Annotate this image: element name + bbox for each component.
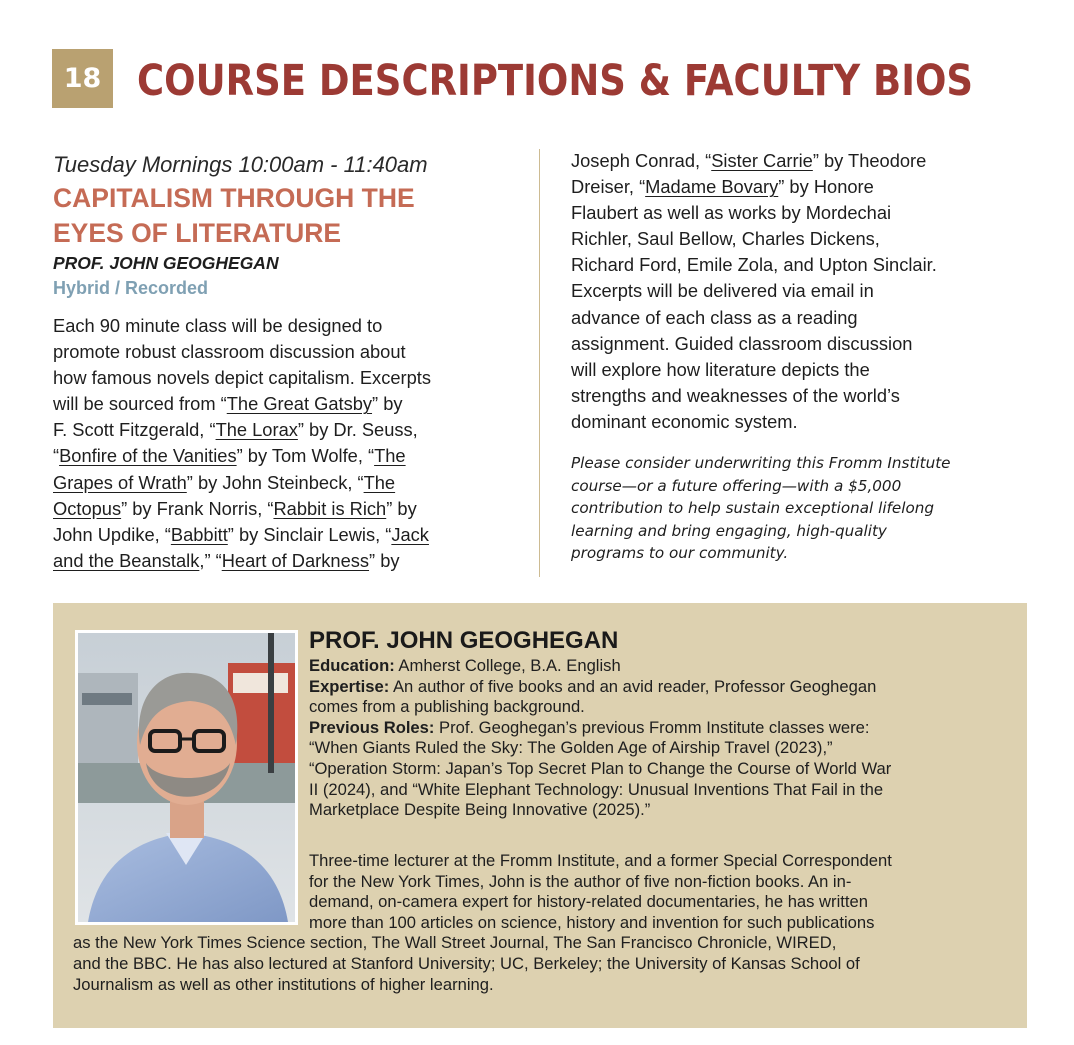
book-title: Rabbit is Rich: [273, 497, 387, 519]
description-line: [571, 252, 1021, 278]
book-title: Madame Bovary: [645, 176, 779, 198]
roles-line: Marketplace Despite Being Innovative (2025).”: [309, 800, 651, 820]
description-line: [53, 548, 523, 574]
description-line: [53, 522, 523, 548]
description-text: dominant economic system.: [571, 410, 798, 432]
bio-paragraph-line: and the BBC. He has also lectured at Stanford University; UC, Berkeley; the University of Kansas School of: [73, 953, 860, 973]
expertise-line: [309, 677, 1009, 698]
faculty-name: PROF. JOHN GEOGHEGAN: [309, 627, 619, 654]
book-title: Jack: [391, 523, 429, 545]
roles-line: [309, 718, 1009, 739]
roles-line: “When Giants Ruled the Sky: The Golden Age of Airship Travel (2023),”: [309, 738, 833, 758]
underwriting-line: learning and bring engaging, high-quality: [571, 521, 887, 540]
description-text: will be sourced from “: [53, 393, 227, 415]
course-description-right: [571, 148, 1021, 435]
description-text: Each 90 minute class will be designed to: [53, 315, 383, 336]
description-line: [53, 470, 523, 496]
description-text: “: [53, 445, 60, 467]
expertise-value: An author of five books and an avid reader, Professor Geoghegan: [389, 676, 877, 696]
education-label: Education:: [309, 656, 395, 675]
description-text: ,” “: [199, 549, 222, 571]
bio-paragraph-text: demand, on-camera expert for history-related documentaries, he has written: [309, 892, 868, 912]
bio-paragraph-line: [73, 913, 1013, 934]
bio-paragraph-line: as the New York Times Science section, The Wall Street Journal, The San Francisco Chronicle, WIRED,: [73, 933, 837, 953]
book-title: Grapes of Wrath: [53, 471, 187, 493]
underwriting-line: programs to our community.: [571, 544, 789, 563]
book-title: The: [374, 445, 406, 467]
description-text: Joseph Conrad, “: [571, 150, 712, 171]
description-line: [53, 417, 523, 443]
description-text: Dreiser, “: [571, 176, 646, 198]
description-line: [53, 391, 523, 417]
description-line: [571, 331, 1021, 357]
description-text: ” by Dr. Seuss,: [297, 419, 418, 441]
education-line: [309, 656, 1009, 677]
description-line: [571, 383, 1021, 409]
faculty-bio-box: [53, 603, 1027, 1028]
description-line: [53, 313, 523, 339]
description-text: promote robust classroom discussion about: [53, 341, 406, 363]
underwriting-line: course—or a future offering—with a $5,000: [571, 476, 902, 495]
course-title-line: EYES OF LITERATURE: [53, 218, 342, 248]
column-divider: [539, 149, 540, 577]
description-text: ” by Honore: [778, 176, 874, 198]
underwriting-line: contribution to help sustain exceptional lifelong: [571, 499, 935, 518]
description-text: Flaubert as well as works by Mordechai: [571, 202, 892, 224]
expertise-line: comes from a publishing background.: [309, 697, 585, 717]
book-title: Octopus: [53, 497, 122, 519]
description-line: [571, 278, 1021, 304]
roles-label: Previous Roles:: [309, 717, 435, 737]
bio-paragraph-line: Journalism as well as other institutions of higher learning.: [73, 974, 494, 994]
book-title: Sister Carrie: [711, 150, 813, 171]
description-line: [571, 305, 1021, 331]
description-line: [53, 365, 523, 391]
course-description-left: [53, 313, 523, 574]
description-text: Richler, Saul Bellow, Charles Dickens,: [571, 228, 880, 250]
page-number-badge: 18: [52, 49, 113, 108]
faculty-details: [309, 656, 1009, 821]
book-title: Heart of Darkness: [221, 549, 370, 571]
underwriting-note: [571, 452, 1021, 565]
roles-line: “Operation Storm: Japan’s Top Secret Plan to Change the Course of World War: [309, 758, 892, 778]
description-line: [53, 496, 523, 522]
bio-paragraph-line: [73, 872, 1013, 893]
book-title: Babbitt: [170, 523, 228, 545]
description-line: [571, 226, 1021, 252]
bio-paragraph-line: [73, 892, 1013, 913]
page-title: COURSE DESCRIPTIONS & FACULTY BIOS: [137, 56, 974, 106]
book-title: The Lorax: [215, 419, 298, 441]
description-text: how famous novels depict capitalism. Excerpts: [53, 367, 431, 389]
description-text: advance of each class as a reading: [571, 306, 858, 328]
course-title: [53, 181, 523, 251]
bio-paragraph-text: more than 100 articles on science, history and invention for such publications: [309, 912, 875, 932]
description-text: John Updike, “: [53, 523, 171, 545]
description-text: will explore how literature depicts the: [571, 358, 870, 380]
education-value: Amherst College, B.A. English: [394, 656, 621, 675]
course-format: Hybrid / Recorded: [53, 278, 209, 298]
faculty-bio-paragraph: [73, 851, 1013, 995]
book-title: and the Beanstalk: [53, 549, 200, 571]
description-text: ” by John Steinbeck, “: [186, 471, 364, 493]
course-column-right: [571, 148, 1021, 565]
book-title: Bonfire of the Vanities: [59, 445, 237, 467]
description-text: ” by Tom Wolfe, “: [236, 445, 375, 467]
course-instructor: PROF. JOHN GEOGHEGAN: [53, 253, 279, 273]
description-text: ” by: [372, 393, 403, 415]
course-title-line: CAPITALISM THROUGH THE: [53, 183, 415, 213]
description-text: ” by: [369, 549, 400, 571]
description-text: ” by Theodore: [812, 150, 927, 171]
roles-line: II (2024), and “White Elephant Technology: Unusual Inventions That Fail in the: [309, 779, 884, 799]
book-title: The: [363, 471, 396, 493]
expertise-label: Expertise:: [309, 676, 390, 696]
description-text: ” by: [386, 497, 417, 519]
description-line: [571, 357, 1021, 383]
book-title: The Great Gatsby: [226, 393, 373, 415]
description-text: strengths and weaknesses of the world’s: [571, 384, 900, 406]
description-line: [571, 174, 1021, 200]
underwriting-line: Please consider underwriting this Fromm Institute: [571, 454, 951, 473]
bio-paragraph-line: [73, 851, 1013, 872]
description-line: [571, 200, 1021, 226]
bio-paragraph-text: Three-time lecturer at the Fromm Institute, and a former Special Correspondent: [309, 851, 892, 870]
course-column-left: [53, 150, 523, 574]
roles-value: Prof. Geoghegan’s previous Fromm Institute classes were:: [434, 717, 870, 737]
description-text: assignment. Guided classroom discussion: [571, 332, 913, 354]
description-text: F. Scott Fitzgerald, “: [53, 419, 216, 441]
description-text: Richard Ford, Emile Zola, and Upton Sinclair.: [571, 254, 937, 276]
course-schedule: Tuesday Mornings 10:00am - 11:40am: [53, 152, 428, 177]
description-line: [53, 443, 523, 469]
description-line: [571, 148, 1021, 174]
description-text: ” by Sinclair Lewis, “: [227, 523, 392, 545]
bio-paragraph-text: for the New York Times, John is the author of five non-fiction books. An in-: [309, 871, 852, 891]
description-text: Excerpts will be delivered via email in: [571, 280, 874, 302]
description-line: [571, 409, 1021, 435]
description-line: [53, 339, 523, 365]
description-text: ” by Frank Norris, “: [121, 497, 274, 519]
